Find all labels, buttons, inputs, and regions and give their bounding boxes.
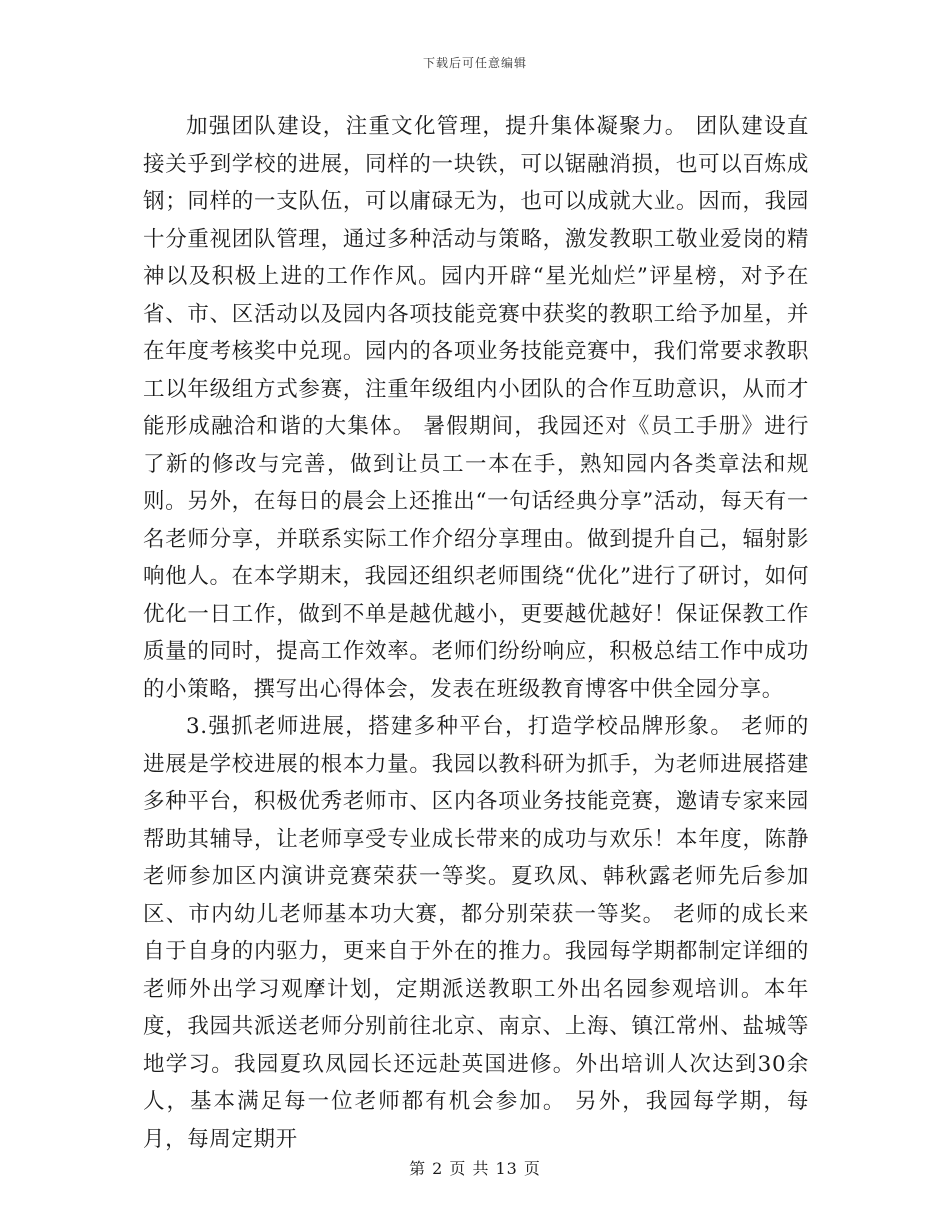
page-number: 2: [432, 1159, 444, 1178]
page-label-prefix: 第: [409, 1159, 427, 1178]
paragraph-teacher-development: 3.强抓老师进展，搭建多种平台，打造学校品牌形象。 老师的进展是学校进展的根本力量。我园以教科研为抓手，为老师进展搭建多种平台，积极优秀老师市、区内各项业务技能竞赛，邀请专家来园帮助其辅导，让老师享受专业成长带来的成功与欢乐！本年度，陈静老师参加区内演讲竞赛荣获一等奖。夏玖凤、韩秋露老师先后参加区、市内幼儿老师基本功大赛，都分别荣获一等奖。 老师的成长来自于自身的内驱力，更来自于外在的推力。我园每学期都制定详细的老师外出学习观摩计划，定期派送教职工外出名园参观培训。本年度，我园共派送老师分别前往北京、南京、上海、镇江常州、盐城等地学习。我园夏玖凤园长还远赴英国进修。外出培训人次达到30余人，基本满足每一位老师都有机会参加。 另外，我园每学期，每月，每周定期开: [143, 714, 809, 1152]
document-body: [143, 108, 809, 1158]
page-label-mid: 页 共: [449, 1159, 490, 1178]
page-footer: [0, 1156, 950, 1179]
page-header: 下载后可任意编辑: [422, 56, 527, 70]
paragraph-team-building: 加强团队建设，注重文化管理，提升集体凝聚力。 团队建设直接关乎到学校的进展，同样的一块铁，可以锯融消损，也可以百炼成钢；同样的一支队伍，可以庸碌无为，也可以成就大业。因而，我园十分重视团队管理，通过多种活动与策略，激发教职工敬业爱岗的精神以及积极上进的工作作风。园内开辟“星光灿烂”评星榜，对予在省、市、区活动以及园内各项技能竞赛中获奖的教职工给予加星，并在年度考核奖中兑现。园内的各项业务技能竞赛中，我们常要求教职工以年级组方式参赛，注重年级组内小团队的合作互助意识，从而才能形成融洽和谐的大集体。 暑假期间，我园还对《员工手册》进行了新的修改与完善，做到让员工一本在手，熟知园内各类章法和规则。另外，在每日的晨会上还推出“一句话经典分享”活动，每天有一名老师分享，并联系实际工作介绍分享理由。做到提升自己，辐射影响他人。在本学期末，我园还组织老师围绕“优化”进行了研讨，如何优化一日工作，做到不单是越优越小，更要越优越好！保证保教工作质量的同时，提高工作效率。老师们纷纷响应，积极总结工作中成功的小策略，撰写出心得体会，发表在班级教育博客中供全园分享。: [143, 114, 809, 702]
page-label-suffix: 页: [523, 1159, 541, 1178]
total-pages: 13: [495, 1159, 518, 1178]
